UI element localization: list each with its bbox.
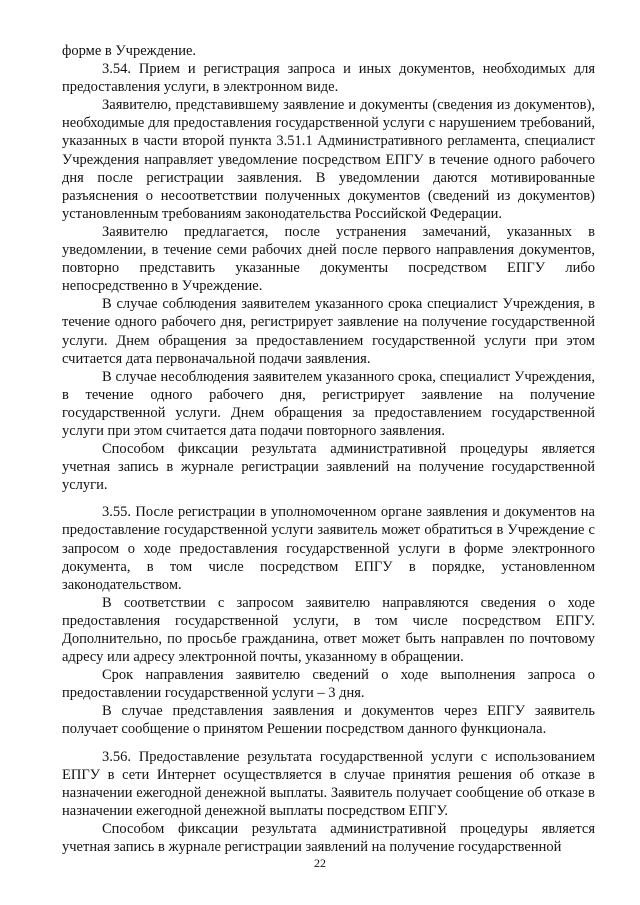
- paragraph: 3.54. Прием и регистрация запроса и иных документов, необходимых для предоставления услуги, в электронном виде.: [62, 61, 595, 96]
- paragraph: Срок направления заявителю сведений о ходе выполнения запроса о предоставлении государственной услуги – 3 дня.: [62, 667, 595, 702]
- page-number: 22: [314, 856, 326, 870]
- section-heading-paragraph: 3.56. Предоставление результата государственной услуги с использованием ЕПГУ в сети Интернет осуществляется в случае принятия решения об отказе в назначении ежегодной денежной выплаты. Заявитель получает сообщение об отказе в назначении ежегодной денежной выплаты посредством ЕПГУ.: [62, 748, 595, 819]
- paragraph: В случае несоблюдения заявителем указанного срока, специалист Учреждения, в течение одного рабочего дня, регистрирует заявление на получение государственной услуги. Днем обращения за предоставлением государственной услуги при этом считается дата подачи повторного заявления.: [62, 368, 595, 439]
- paragraph: В соответствии с запросом заявителю направляются сведения о ходе предоставления государственной услуги, в том числе посредством ЕПГУ. Дополнительно, по просьбе гражданина, ответ может быть направлен по почтовому адресу или адресу электронной почты, указанному в обращении.: [62, 594, 595, 666]
- document-body: [62, 42, 595, 856]
- section-heading-paragraph: 3.55. После регистрации в уполномоченном органе заявления и документов на предоставление государственной услуги заявитель может обратиться в Учреждение с запросом о ходе предоставления государственной услуги в форме электронного документа, в том числе посредством ЕПГУ в порядке, установленном законодательством.: [62, 504, 595, 593]
- paragraph: форме в Учреждение.: [62, 43, 197, 59]
- paragraph: Способом фиксации результата административной процедуры является учетная запись в журнале регистрации заявлений на получение государственной: [62, 820, 595, 856]
- paragraph: В случае соблюдения заявителем указанного срока специалист Учреждения, в течение одного рабочего дня, регистрирует заявление на получение государственной услуги. Днем обращения за предоставлением государственной услуги при этом считается дата первоначальной подачи заявления.: [62, 296, 595, 367]
- paragraph: Заявителю, представившему заявление и документы (сведения из документов), необходимые для предоставления государственной услуги с нарушением требований, указанных в части второй пункта 3.51.1 Административного регламента, специалист Учреждения направляет уведомление посредством ЕПГУ в течение одного рабочего дня после регистрации заявления. В уведомлении даются мотивированные разъяснения о несоответствии полученных документов (сведений из документов) установленным требованиям законодательства Российской Федерации.: [62, 97, 595, 222]
- paragraph: В случае представления заявления и документов через ЕПГУ заявитель получает сообщение о принятом Решении посредством данного функционала.: [62, 703, 595, 738]
- paragraph: Заявителю предлагается, после устранения замечаний, указанных в уведомлении, в течение семи рабочих дней после первого направления документов, повторно представить указанные документы посредством ЕПГУ либо непосредственно в Учреждение.: [62, 223, 595, 295]
- paragraph: Способом фиксации результата административной процедуры является учетная запись в журнале регистрации заявлений на получение государственной услуги.: [62, 441, 595, 494]
